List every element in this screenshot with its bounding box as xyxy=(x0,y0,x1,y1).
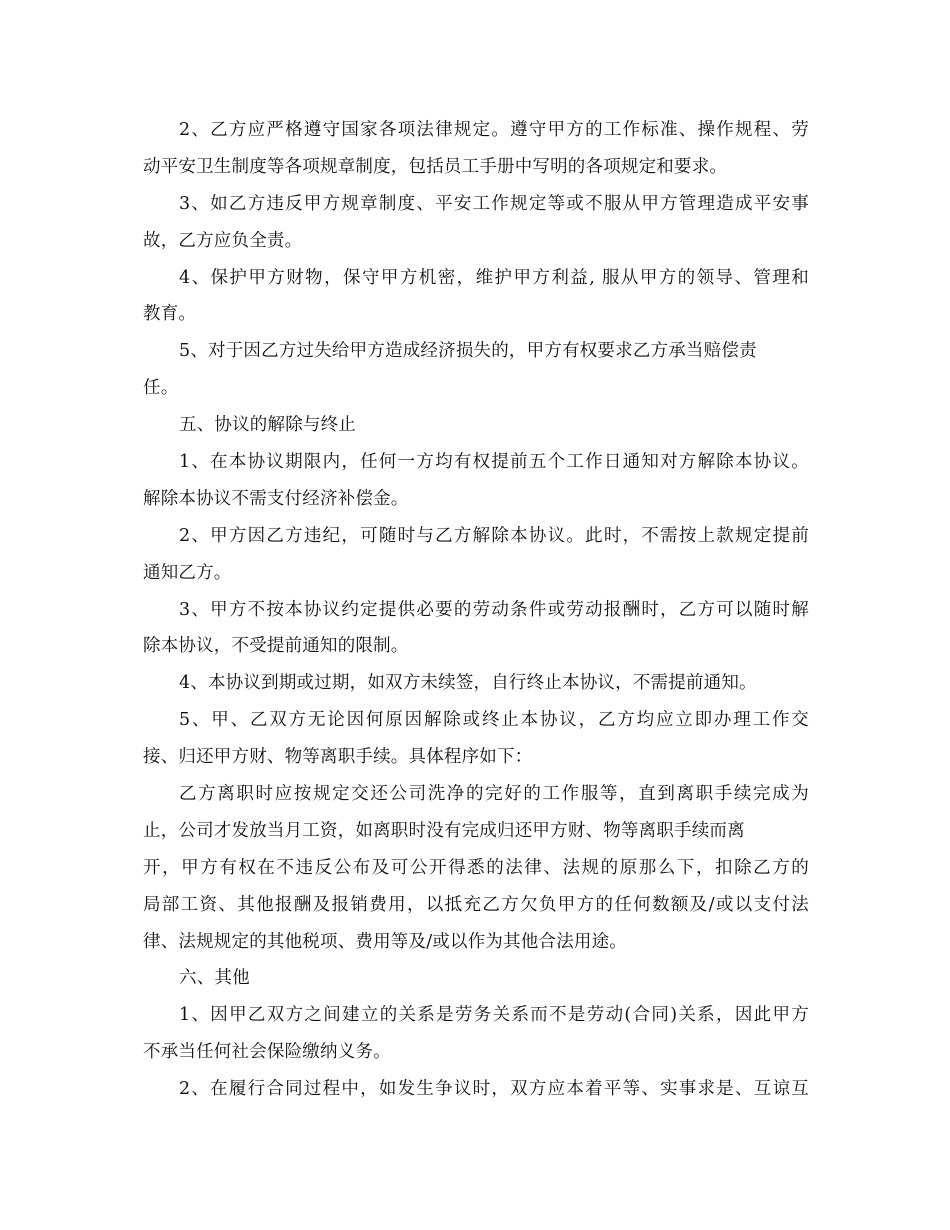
text-line: 通知乙方。 xyxy=(143,562,232,583)
text-line: 4、保护甲方财物，保守甲方机密，维护甲方利益, 服从甲方的领导、管理和 xyxy=(179,267,809,288)
text-line: 除本协议，不受提前通知的限制。 xyxy=(143,636,409,657)
text-line: 五、协议的解除与终止 xyxy=(179,415,356,436)
text-line: 5、甲、乙双方无论因何原因解除或终止本协议，乙方均应立即办理工作交 xyxy=(179,710,809,731)
text-line: 2、乙方应严格遵守国家各项法律规定。遵守甲方的工作标准、操作规程、劳 xyxy=(179,120,809,140)
text-line: 不承当任何社会保险缴纳义务。 xyxy=(143,1042,391,1063)
text-line: 局部工资、其他报酬及报销费用，以抵充乙方欠负甲方的任何数额及/或以支付法 xyxy=(143,894,809,915)
text-line: 开，甲方有权在不违反公布及可公开得悉的法律、法规的原那么下，扣除乙方的 xyxy=(143,857,809,878)
text-line: 教育。 xyxy=(143,304,197,325)
document-page xyxy=(143,112,809,1108)
text-line: 故，乙方应负全责。 xyxy=(143,230,303,251)
text-line: 4、本协议到期或过期，如双方未续签，自行终止本协议，不需提前通知。 xyxy=(179,673,757,694)
text-line: 3、如乙方违反甲方规章制度、平安工作规定等或不服从甲方管理造成平安事 xyxy=(179,193,809,214)
text-line: 任。 xyxy=(143,378,179,399)
text-line: 2、甲方因乙方违纪，可随时与乙方解除本协议。此时，不需按上款规定提前 xyxy=(179,525,809,546)
text-line: 3、甲方不按本协议约定提供必要的劳动条件或劳动报酬时，乙方可以随时解 xyxy=(179,599,809,620)
text-line: 5、对于因乙方过失给甲方造成经济损失的，甲方有权要求乙方承当赔偿责 xyxy=(179,341,757,362)
text-line: 2、在履行合同过程中，如发生争议时，双方应本着平等、实事求是、互谅互 xyxy=(179,1079,809,1100)
text-line: 乙方离职时应按规定交还公司洗净的完好的工作服等，直到离职手续完成为 xyxy=(179,784,809,805)
text-line: 动平安卫生制度等各项规章制度，包括员工手册中写明的各项规定和要求。 xyxy=(143,156,728,177)
text-line: 1、在本协议期限内，任何一方均有权提前五个工作日通知对方解除本协议。 xyxy=(179,452,809,473)
text-line: 解除本协议不需支付经济补偿金。 xyxy=(143,488,409,509)
text-line: 1、因甲乙双方之间建立的关系是劳务关系而不是劳动(合同)关系，因此甲方 xyxy=(179,1005,809,1026)
text-line: 接、归还甲方财、物等离职手续。具体程序如下： xyxy=(143,747,533,768)
text-line: 律、法规规定的其他税项、费用等及/或以作为其他合法用途。 xyxy=(143,931,627,952)
text-line: 止，公司才发放当月工资，如离职时没有完成归还甲方财、物等离职手续而离 xyxy=(143,820,745,841)
text-line: 六、其他 xyxy=(179,968,250,989)
